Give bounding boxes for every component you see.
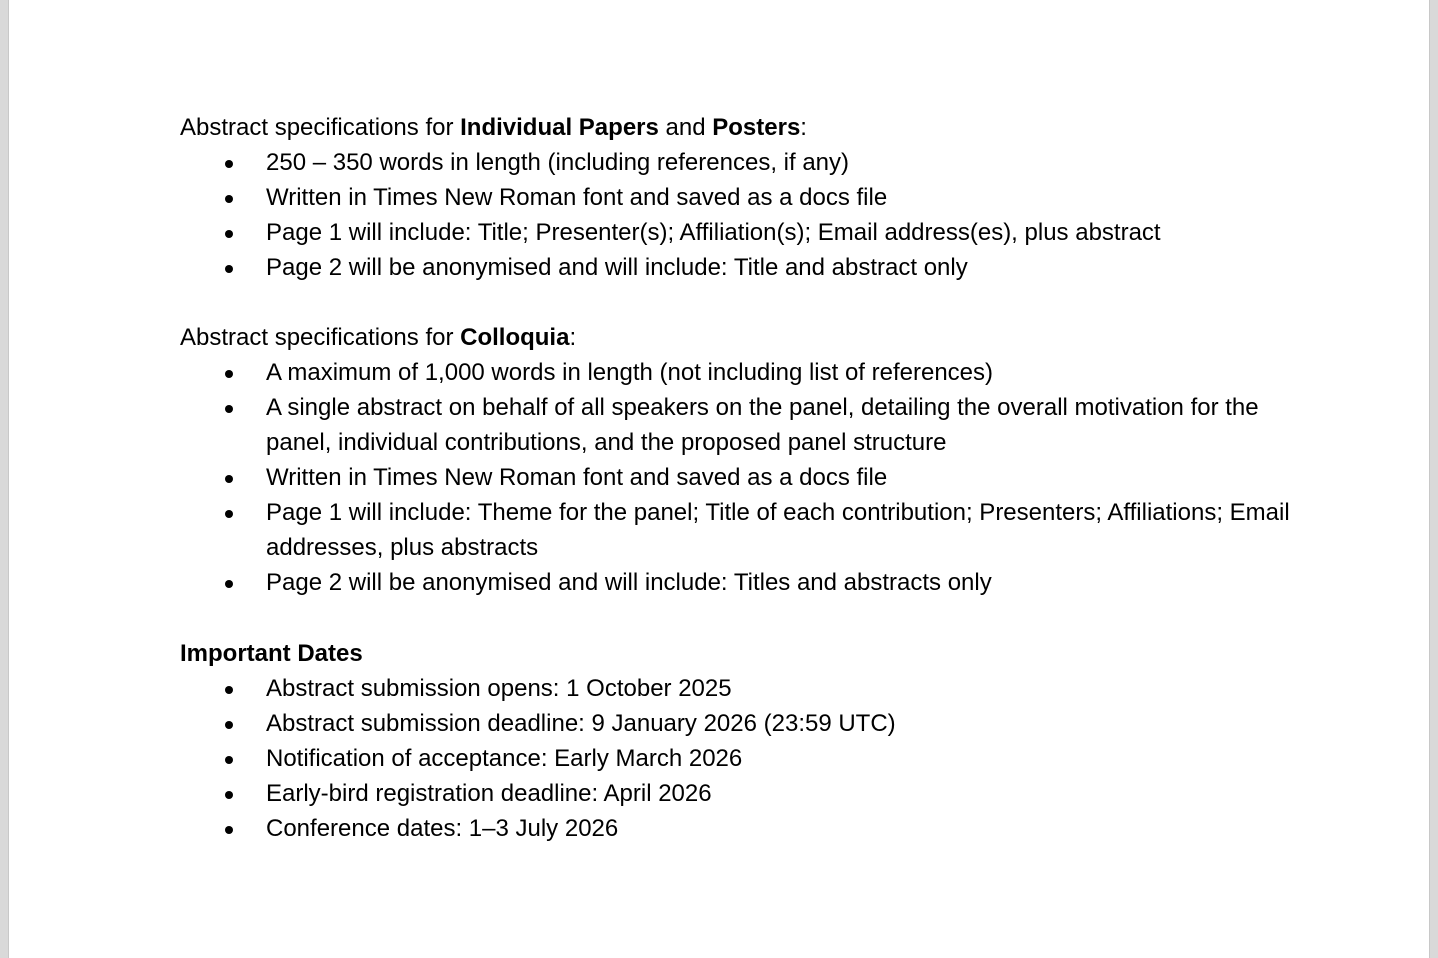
list-item-text: 250 – 350 words in length (including references, if any) [266,149,850,176]
list-item-text: A maximum of 1,000 words in length (not including list of references) [266,359,994,386]
bullet-icon [225,580,233,588]
list-item [180,706,1300,741]
dates-heading [180,636,1300,671]
list-item-text: Written in Times New Roman font and saved as a docs file [266,184,888,211]
list-item [180,145,1300,180]
bullet-icon [225,475,233,483]
bullet-icon [225,230,233,238]
list-item-text: Abstract submission opens: 1 October 2025 [266,675,732,702]
bullet-icon [225,195,233,203]
list-item-text: Page 2 will be anonymised and will include: Titles and abstracts only [266,569,992,596]
list-item-text: A single abstract on behalf of all speakers on the panel, detailing the overall motivation for the panel, individual contributions, and the proposed panel structure [266,394,1259,456]
bullet-icon [225,405,233,413]
spacer [180,285,1300,320]
bullet-icon [225,265,233,273]
list-item-text: Conference dates: 1–3 July 2026 [266,815,619,842]
papers-heading-middle: and [658,114,713,141]
document-content [180,110,1300,846]
list-item-text: Early-bird registration deadline: April 2026 [266,780,712,807]
list-item [180,776,1300,811]
papers-heading-suffix: : [800,114,807,141]
colloquia-heading [180,320,1300,355]
papers-heading-prefix: Abstract specifications for [180,114,461,141]
list-item [180,495,1300,565]
list-item-text: Page 1 will include: Title; Presenter(s); Affiliation(s); Email address(es), plus abstract [266,219,1161,246]
list-item-text: Page 1 will include: Theme for the panel; Title of each contribution; Presenters; Affiliations; Email addresses, plus abstracts [266,499,1290,561]
list-item [180,390,1300,460]
papers-heading [180,110,1300,145]
document-page [8,0,1430,958]
list-item [180,355,1300,390]
papers-heading-bold-papers: Individual Papers [460,114,659,141]
list-item [180,741,1300,776]
list-item [180,811,1300,846]
list-item-text: Page 2 will be anonymised and will include: Title and abstract only [266,254,968,281]
bullet-icon [225,686,233,694]
list-item [180,565,1300,600]
colloquia-list [180,355,1300,600]
list-item [180,180,1300,215]
bullet-icon [225,791,233,799]
bullet-icon [225,370,233,378]
list-item-text: Notification of acceptance: Early March 2026 [266,745,743,772]
colloquia-heading-prefix: Abstract specifications for [180,324,461,351]
dates-list [180,671,1300,846]
bullet-icon [225,826,233,834]
papers-heading-bold-posters: Posters [712,114,801,141]
bullet-icon [225,510,233,518]
list-item [180,460,1300,495]
dates-heading-title: Important Dates [180,640,363,667]
list-item [180,250,1300,285]
bullet-icon [225,721,233,729]
spacer [180,600,1300,636]
papers-list [180,145,1300,285]
colloquia-heading-bold: Colloquia [460,324,570,351]
bullet-icon [225,160,233,168]
colloquia-heading-suffix: : [569,324,577,351]
list-item-text: Abstract submission deadline: 9 January 2026 (23:59 UTC) [266,710,896,737]
list-item [180,215,1300,250]
bullet-icon [225,756,233,764]
list-item [180,671,1300,706]
list-item-text: Written in Times New Roman font and saved as a docs file [266,464,888,491]
